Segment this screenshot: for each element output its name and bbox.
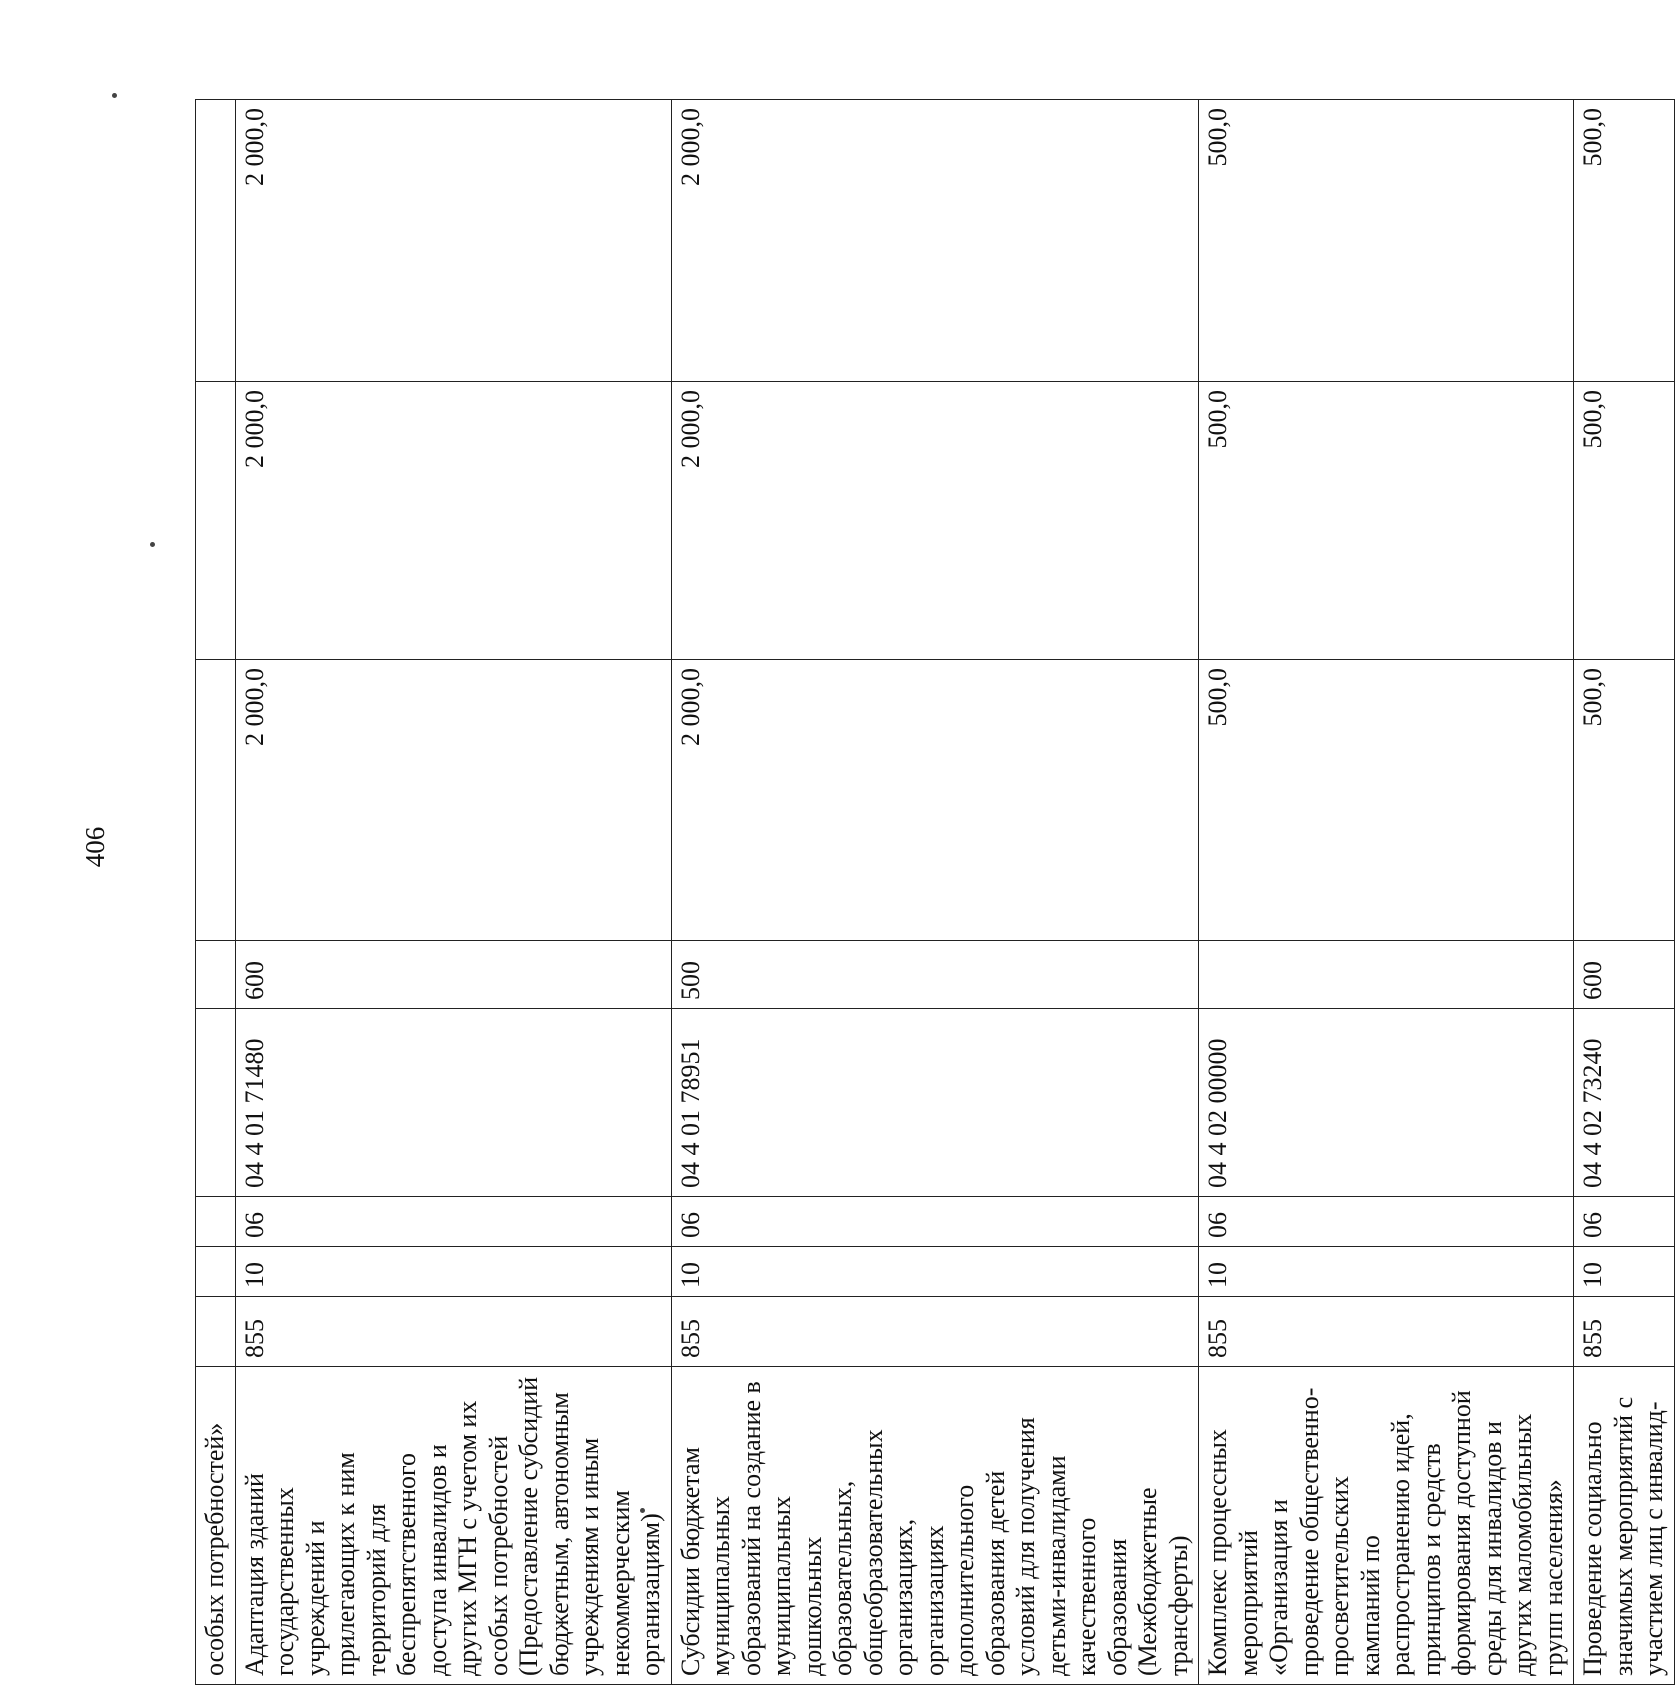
description-cell (671, 1367, 1199, 1685)
subsection-cell: 06 (1574, 1197, 1675, 1247)
ministry-cell: 855 (1199, 1297, 1574, 1367)
table-row (1199, 100, 1574, 1685)
section-cell (196, 1247, 236, 1297)
subsection-cell: 06 (1199, 1197, 1574, 1247)
table-row (235, 100, 671, 1685)
section-cell: 10 (671, 1247, 1199, 1297)
table-row-continuation (196, 100, 236, 1685)
amount-cell: 2 000,0 (671, 660, 1199, 941)
target-cell: 04 4 01 78951 (671, 1009, 1199, 1197)
description-text: Проведение социально значимых мероприятий с участием лиц с инвалид- (1578, 1396, 1668, 1676)
section-cell: 10 (235, 1247, 671, 1297)
description-cell (1199, 1367, 1574, 1685)
description-text: Комплекс процессных мероприятий «Организация и проведение общественно-просветительских кампаний по распространению идей, принципов и средств формирования доступной среды для инвалидов и других маломобильных групп населения» (1203, 1387, 1568, 1676)
ministry-cell (196, 1297, 236, 1367)
ministry-cell: 855 (671, 1297, 1199, 1367)
expense-type-cell (196, 941, 236, 1009)
amount-cell: 2 000,0 (671, 382, 1199, 660)
table-row (671, 100, 1199, 1685)
description-text: Адаптация зданий государственных учреждений и прилегающих к ним территорий для беспрепятственного доступа инвалидов и других МГН с учетом их особых потребностей (Предоставление субсидий бюджетным, автономным учреждениям и иным некоммерческим организациям) (239, 1376, 665, 1676)
page-number: 406 (80, 826, 110, 868)
ministry-cell: 855 (1574, 1297, 1675, 1367)
description-cell (196, 1367, 236, 1685)
section-cell: 10 (1199, 1247, 1574, 1297)
expense-type-cell: 600 (235, 941, 671, 1009)
target-cell: 04 4 01 71480 (235, 1009, 671, 1197)
section-cell: 10 (1574, 1247, 1675, 1297)
target-cell: 04 4 02 00000 (1199, 1009, 1574, 1197)
table-row (1574, 100, 1675, 1685)
ministry-cell: 855 (235, 1297, 671, 1367)
amount-cell (196, 382, 236, 660)
scan-speck (640, 1508, 645, 1513)
description-cell (1574, 1367, 1675, 1685)
target-cell: 04 4 02 73240 (1574, 1009, 1675, 1197)
amount-cell: 500,0 (1574, 660, 1675, 941)
amount-cell (196, 100, 236, 382)
subsection-cell: 06 (235, 1197, 671, 1247)
amount-cell: 500,0 (1199, 100, 1574, 382)
expense-type-cell (1199, 941, 1574, 1009)
subsection-cell: 06 (671, 1197, 1199, 1247)
amount-cell: 2 000,0 (235, 660, 671, 941)
scan-speck (150, 542, 155, 547)
subsection-cell (196, 1197, 236, 1247)
expense-type-cell: 500 (671, 941, 1199, 1009)
amount-cell: 500,0 (1574, 382, 1675, 660)
amount-cell: 500,0 (1574, 100, 1675, 382)
description-cell (235, 1367, 671, 1685)
expense-type-cell: 600 (1574, 941, 1675, 1009)
budget-table (195, 99, 1675, 1685)
amount-cell: 500,0 (1199, 382, 1574, 660)
target-cell (196, 1009, 236, 1197)
amount-cell (196, 660, 236, 941)
amount-cell: 2 000,0 (671, 100, 1199, 382)
amount-cell: 2 000,0 (235, 382, 671, 660)
description-text: Субсидии бюджетам муниципальных образований на создание в муниципальных дошкольных образовательных, общеобразовательных организациях, организациях дополнительного образования детей условий для получения детьми-инвалидами качественного образования (Межбюджетные трансферты) (675, 1381, 1193, 1676)
rotated-table-wrapper (195, 100, 1668, 1685)
scan-speck (112, 93, 117, 98)
amount-cell: 2 000,0 (235, 100, 671, 382)
description-text: особых потребностей» (200, 1422, 229, 1676)
amount-cell: 500,0 (1199, 660, 1574, 941)
